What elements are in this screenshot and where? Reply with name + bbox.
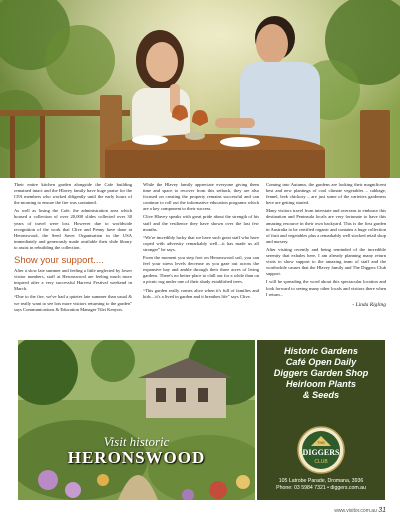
badge-main-text: DIGGERS bbox=[302, 448, 340, 457]
paragraph: Clive Hlavey speaks with great pride about the strength of his staff and the resilience they have shown over the last few months. bbox=[143, 214, 259, 232]
page-footer bbox=[334, 507, 386, 514]
paragraph: “Due to the fire, we've had a quieter late summer than usual & we really want to see lots more visitors returning to the garden” says Communications & Education Manager Tilei Kenyon. bbox=[14, 294, 132, 312]
article-column-2 bbox=[143, 182, 259, 302]
cafe-couple-image bbox=[0, 0, 400, 178]
article-column-1 bbox=[14, 182, 132, 315]
paragraph: “This garden really comes alive when it's full of families and kids....it's a lived in garden and it breathes life” says Clive. bbox=[143, 287, 259, 299]
advert-line: Café Open Daily bbox=[285, 357, 357, 367]
paragraph: After visiting recently and being reminded of the incredible serenity that exhales here, I am already planning many return visits to show support to the amazing team of staff and the worthwhile causes that the Hlavey family and The Diggers Club support. bbox=[266, 246, 386, 277]
page-number: 31 bbox=[378, 507, 386, 514]
badge-top-text: THE bbox=[317, 440, 325, 445]
paragraph: As well as losing the Cafe, the administration area which housed a collection of over 20,000 slides collected over 30 years of travel were lost. However due to worldwide recognition of the work that Clive and Penny have done at Heronswood, the Seed Saver Organisation in the USA immediately and generously made available their slide library to assist in rebuilding the collection. bbox=[14, 208, 132, 250]
advert-line: Historic Gardens bbox=[283, 346, 359, 356]
advert-address: 105 Latrobe Parade, Dromana, 3936 bbox=[278, 478, 364, 484]
paragraph: While the Hlavey family appreciate everyone giving them time and space to recover from this setback, they are also focused on creating the property remains successful and can continue to roll out the informative education programs which are a key component to their success. bbox=[143, 182, 259, 212]
advert-line: Heirloom Plants bbox=[286, 379, 356, 389]
diggers-club-logo bbox=[297, 426, 345, 474]
advert-phone: Phone: 03 5984 7321 • diggers.com.au bbox=[276, 485, 366, 491]
advert-line: & Seeds bbox=[302, 390, 340, 400]
paragraph: Many visitors travel from interstate and overseas to embrace this destination and Peninsula locals are very fortunate to have this amazing resource in their own backyard. This is the first garden in Australia to be certified organic and contains a huge collection of fruit and vegetables plus a remarkably well stocked retail shop and nursery. bbox=[266, 208, 386, 244]
photo-caption-line1: Visit historic bbox=[103, 434, 170, 449]
advert-contact bbox=[257, 478, 385, 492]
article-column-3 bbox=[266, 182, 386, 308]
paragraph: Their entire kitchen garden alongside the Cafe building remained intact and the Hlavey family have huge praise for the CFA members who worked diligently until the early hours of the morning to ensure the fire was contained. bbox=[14, 182, 132, 206]
paragraph: From the moment you step foot on Heronswood soil, you can feel your stress levels decrease as you gaze out across the expansive bay and amble through their three acres of living gardens. There's no better place to chill out for a while than on a picnic rug under one of their shady established trees. bbox=[143, 255, 259, 285]
author-signature: - Linda Rigling bbox=[352, 301, 386, 308]
diggers-club-advert bbox=[257, 340, 385, 500]
footer-url: www.visitor.com.au bbox=[334, 508, 377, 514]
hero-photo bbox=[0, 0, 400, 178]
badge-bottom-text: CLUB bbox=[314, 459, 328, 465]
photo-caption-title: HERONSWOOD bbox=[67, 448, 206, 467]
paragraph: I will be spreading the word about this spectacular location and look forward to seeing many other locals and visitors there when I return... bbox=[266, 279, 386, 297]
heronswood-garden-photo bbox=[18, 340, 255, 500]
paragraph: “We're incredibly lucky that we have such great staff who have coped with adversity remarkably well....it has made us all stronger” he says. bbox=[143, 234, 259, 252]
paragraph: Coming into Autumn, the gardens are looking their magnificent best and new plantings of cool climate vegetables – cabbage, fennel, leek chickory – are just some of the varieties gardeners here are getting started. bbox=[266, 182, 386, 206]
advert-headlines bbox=[257, 346, 385, 401]
garden-image bbox=[18, 340, 255, 500]
paragraph: After a slow late summer and feeling a little neglected by lower visitor numbers, staff at Heronswood are feeling much more inspired after a very successful Harvest Festival weekend in March. bbox=[14, 268, 132, 292]
section-subheading: Show your support.... bbox=[14, 255, 104, 267]
advert-line: Diggers Garden Shop bbox=[273, 368, 369, 378]
